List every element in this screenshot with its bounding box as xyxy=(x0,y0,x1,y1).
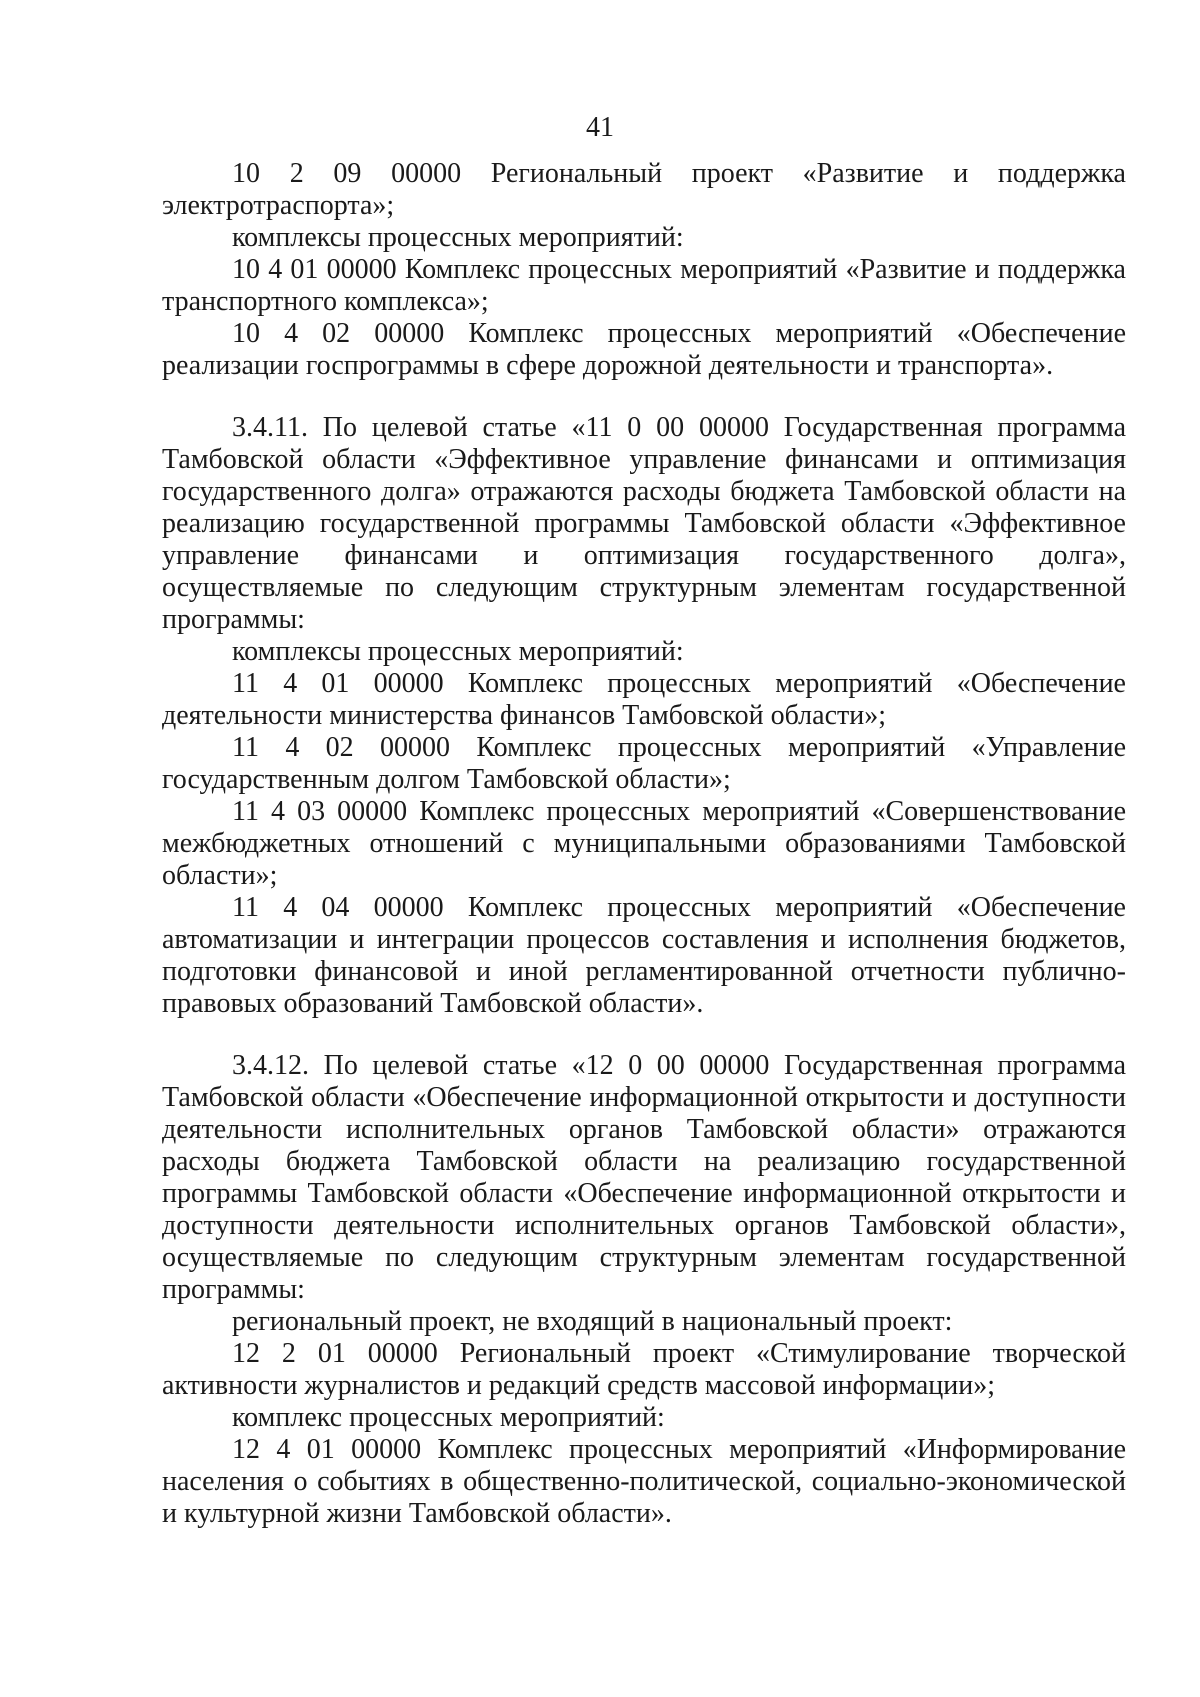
paragraph-section-heading: комплексы процессных мероприятий: xyxy=(232,222,684,253)
paragraph-section-heading: комплексы процессных мероприятий: xyxy=(232,636,684,667)
paragraph-section-heading: комплекс процессных мероприятий: xyxy=(232,1402,665,1433)
paragraph-3-4-12: 3.4.12. По целевой статье «12 0 00 00000 Государственная программа Тамбовской области «Обеспечение информационной открытости и доступности деятельности исполнительных органов Тамбовской области» отражаются расходы бюджета Тамбовской области на реализацию государственной программы Тамбовской области «Обеспечение информационной открытости и доступности деятельности исполнительных органов Тамбовской области», осуществляемые по следующим структурным элементам государственной программы: xyxy=(162,1050,1126,1305)
paragraph-11-4-02: 11 4 02 00000 Комплекс процессных мероприятий «Управление государственным долгом Тамбовской области»; xyxy=(162,732,1126,795)
paragraph-gap xyxy=(162,382,1126,412)
paragraph-11-4-01: 11 4 01 00000 Комплекс процессных мероприятий «Обеспечение деятельности министерства финансов Тамбовской области»; xyxy=(162,668,1126,731)
paragraph-12-2-01: 12 2 01 00000 Региональный проект «Стимулирование творческой активности журналистов и редакций средств массовой информации»; xyxy=(162,1338,1126,1401)
paragraph-11-4-04: 11 4 04 00000 Комплекс процессных мероприятий «Обеспечение автоматизации и интеграции процессов составления и исполнения бюджетов, подготовки финансовой и иной регламентированной отчетности публично-правовых образований Тамбовской области». xyxy=(162,892,1126,1019)
page-number: 41 xyxy=(586,112,614,143)
paragraph-10-2-09: 10 2 09 00000 Региональный проект «Развитие и поддержка электротраспорта»; xyxy=(162,158,1126,221)
paragraph-3-4-11: 3.4.11. По целевой статье «11 0 00 00000 Государственная программа Тамбовской области «Эффективное управление финансами и оптимизация государственного долга» отражаются расходы бюджета Тамбовской области на реализацию государственной программы Тамбовской области «Эффективное управление финансами и оптимизация государственного долга», осуществляемые по следующим структурным элементам государственной программы: xyxy=(162,412,1126,635)
paragraph-section-heading: региональный проект, не входящий в национальный проект: xyxy=(232,1306,953,1337)
document-body xyxy=(162,158,1126,1530)
paragraph-10-4-01: 10 4 01 00000 Комплекс процессных мероприятий «Развитие и поддержка транспортного комплекса»; xyxy=(162,254,1126,317)
paragraph-12-4-01: 12 4 01 00000 Комплекс процессных мероприятий «Информирование населения о событиях в общественно-политической, социально-экономической и культурной жизни Тамбовской области». xyxy=(162,1434,1126,1529)
paragraph-gap xyxy=(162,1020,1126,1050)
paragraph-11-4-03: 11 4 03 00000 Комплекс процессных мероприятий «Совершенствование межбюджетных отношений с муниципальными образованиями Тамбовской области»; xyxy=(162,796,1126,891)
paragraph-10-4-02: 10 4 02 00000 Комплекс процессных мероприятий «Обеспечение реализации госпрограммы в сфере дорожной деятельности и транспорта». xyxy=(162,318,1126,381)
